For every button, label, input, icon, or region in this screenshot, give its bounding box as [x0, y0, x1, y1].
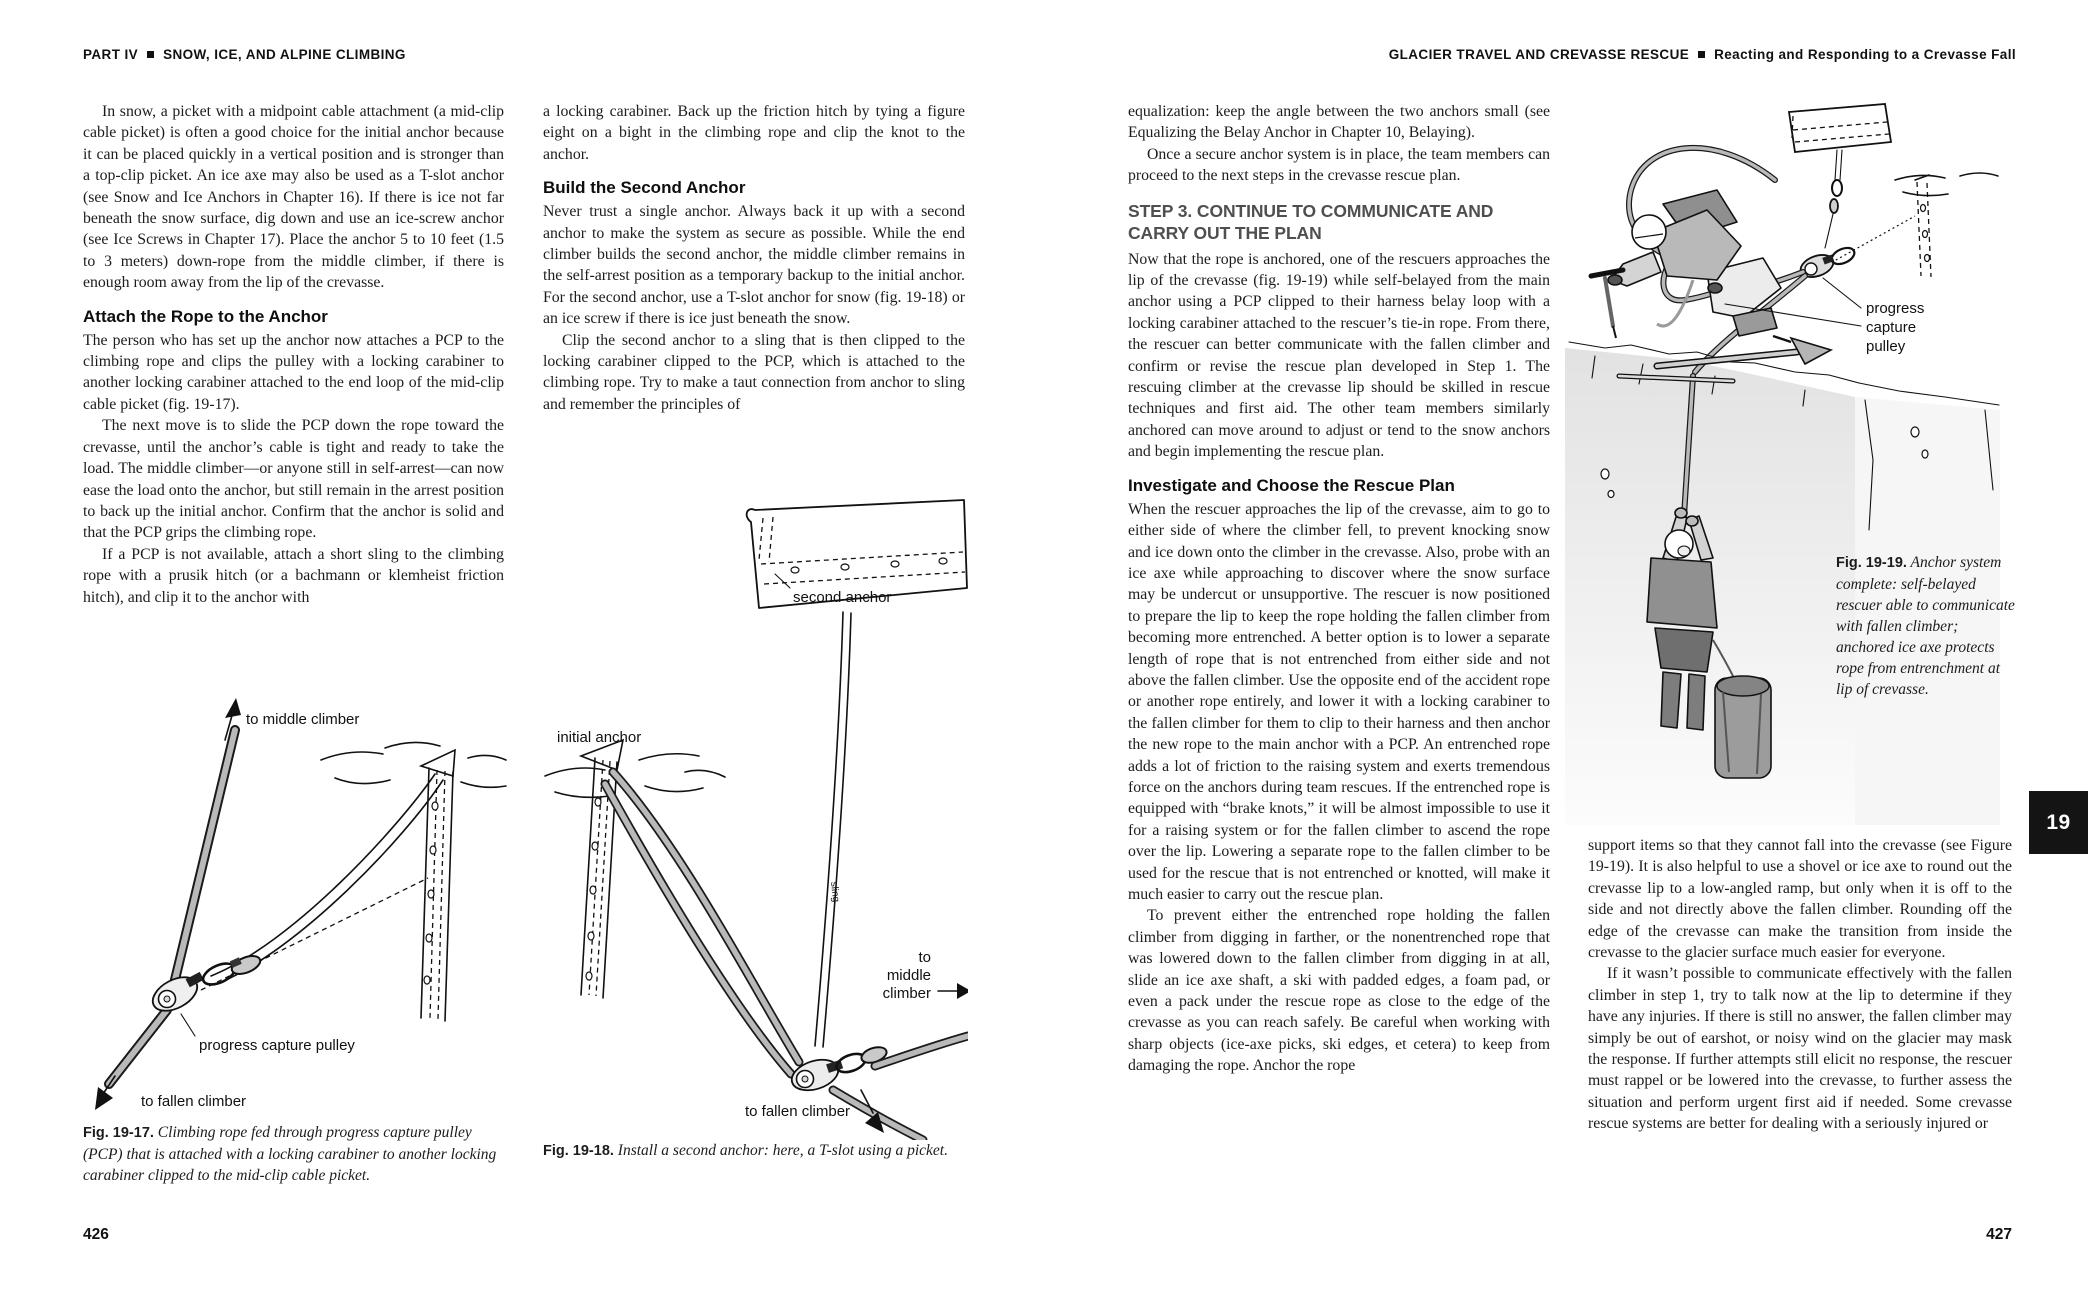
snow-surface-drawing — [545, 754, 725, 798]
step-heading: STEP 3. CONTINUE TO COMMUNICATE AND CARRY OUT THE PLAN — [1128, 200, 1494, 244]
climbing-rope-drawing — [109, 730, 235, 1084]
section-title: Reacting and Responding to a Crevasse Fall — [1714, 47, 2016, 62]
climbing-rope-drawing — [605, 772, 799, 1074]
picket-drawing — [1895, 173, 1998, 277]
part-label: PART IV — [83, 47, 139, 62]
anchor-cable-drawing — [211, 774, 443, 984]
label-to-middle-climber-line2: middle — [886, 967, 931, 984]
figure-19-17-caption — [83, 1122, 508, 1186]
label-initial-anchor: initial anchor — [557, 729, 642, 746]
square-separator-icon — [1698, 51, 1705, 58]
progress-capture-pulley-drawing — [147, 952, 262, 1017]
figure-19-19-caption — [1836, 552, 2018, 700]
page-number-right: 427 — [1986, 1226, 2012, 1243]
label-progress-capture-pulley-line2: capture — [1866, 319, 1917, 336]
paragraph: Once a secure anchor system is in place, the team members can proceed to the next steps in the crevasse rescue plan. — [1128, 145, 1550, 185]
label-to-middle-climber-line1: to — [918, 949, 931, 966]
subheading-attach-rope: Attach the Rope to the Anchor — [83, 306, 328, 326]
paragraph: The person who has set up the anchor now attaches a PCP to the climbing rope and clips the pulley with a locking carabiner to another locking carabiner attached to the end loop of the mid-clip cable picket (fig. 19-17). — [83, 331, 504, 413]
paragraph: Now that the rope is anchored, one of the rescuers approaches the lip of the crevasse (fig. 19-19) while self-belayed from the main anchor using a PCP clipped to their harness belay loop with a locking carabiner attached to the rescuer’s tie-in rope. From there, the rescuer can better communicate with the fallen climber and confirm or revise the rescue plan developed in Step 1. The rescuing climber at the crevasse lip should be skilled in rescue techniques and first aid. The other team members similarly anchored can move around to adjust or tend to the snow anchors and begin implementing the rescue plan. — [1128, 250, 1550, 461]
left-page-column-1 — [83, 101, 504, 608]
picket-drawing — [421, 750, 455, 1021]
label-to-fallen-climber: to fallen climber — [745, 1103, 851, 1120]
right-page-column-2 — [1588, 835, 2012, 1135]
paragraph: If a PCP is not available, attach a short sling to the climbing rope with a prusik hitch (or a bachmann or klemheist friction hitch), and clip it to the anchor with — [83, 545, 504, 606]
running-head-right — [1128, 47, 2016, 62]
paragraph: If it wasn’t possible to communicate effectively with the fallen climber in step 1, try to talk now at the lip to determine if they have any injuries. If there is still no answer, the fallen climber may simply be out of earshot, or noisy wind on the glacier may mask the response. If further attempts still elicit no response, the rescuer must rappel or be lowered into the crevasse, to further assess the situation and perform urgent first aid if needed. Some crevasse rescue systems are better for dealing with a seriously injured or — [1588, 965, 2012, 1133]
figure-number: Fig. 19-17. — [83, 1125, 154, 1141]
to-middle-climber-arrow-icon — [938, 983, 968, 999]
label-second-anchor: second anchor — [793, 589, 892, 606]
square-separator-icon — [147, 51, 154, 58]
rescuer-figure — [1608, 190, 1781, 336]
paragraph: equalization: keep the angle between the two anchors small (see Equalizing the Belay Anchor in Chapter 10, Belaying). — [1128, 103, 1550, 142]
caption-text: Install a second anchor: here, a T-slot using a picket. — [617, 1142, 948, 1159]
label-leader-line — [1823, 278, 1861, 308]
chapter-tab: 19 — [2029, 791, 2088, 854]
running-head-left — [83, 47, 406, 62]
page-number-left: 426 — [83, 1226, 109, 1243]
paragraph: a locking carabiner. Back up the friction hitch by tying a figure eight on a bight in the climbing rope and clip the knot to the anchor. — [543, 103, 965, 163]
hanging-pack-drawing — [1715, 676, 1771, 778]
paragraph: support items so that they cannot fall into the crevasse (see Figure 19-19). It is also helpful to use a shovel or ice axe to round out the crevasse lip to a low-angled ramp, but only when it is off to the side and not directly above the fallen climber. Rounding off the edge of the crevasse can make the transition from inside the crevasse to the glacier surface much easier for everyone. — [1588, 837, 2012, 962]
paragraph: The next move is to slide the PCP down the rope toward the crevasse, until the anchor’s cable is tight and ready to take the load. The middle climber—or anyone still in self-arrest—can now ease the load onto the anchor, but still remain in the arrest position to back up the initial anchor. Confirm that the anchor is solid and that the PCP grips the climbing rope. — [83, 417, 504, 542]
figure-19-19 — [1565, 80, 2005, 825]
sling-drawing — [815, 612, 851, 1047]
subheading-build-second-anchor: Build the Second Anchor — [543, 178, 746, 198]
figure-19-18-illustration — [543, 490, 968, 1140]
paragraph: Never trust a single anchor. Always back it up with a second anchor to make the system as secure as possible. While the end climber builds the second anchor, the middle climber remains in the self-arrest position as a temporary backup to the initial anchor. For the second anchor, use a T-slot anchor for snow (fig. 19-18) or an ice screw if there is ice just beneath the snow. — [543, 203, 965, 328]
paragraph: When the rescuer approaches the lip of the crevasse, aim to go to either side of where the climber fell, to prevent knocking snow and ice down onto the climber in the crevasse. Also, probe with an ice axe while approaching to discover where the snow surface may be undercut or unsupportive. The rescuer is now positioned to prepare the lip to keep the rope holding the fallen climber from becoming more entrenched. A better option is to lower a separate length of rope that is not entrenched from either side and not above the fallen climber. Use the opposite end of the accident rope or another rope entirely, and lower it with a locking carabiner to the fallen climber for them to clip to their harness and then anchor the new rope to the main anchor with a PCP. An entrenched rope adds a lot of friction to the raising system and exerts tremendous force on the anchors during team rescues. If the entrenched rope is equipped with “brake knots,” it will be almost impossible to use it for a raising system or for the fallen climber to ascend the rope over the lip. Lowering a separate rope to the fallen climber to be used for the rescue that is not entrenched or knotted, will make it much easier to carry out the rescue plan. — [1128, 500, 1550, 903]
label-to-fallen-climber: to fallen climber — [141, 1093, 247, 1110]
figure-19-17-illustration — [83, 688, 508, 1123]
figure-19-17 — [83, 688, 508, 1123]
left-page-column-2 — [543, 101, 965, 415]
label-to-middle-climber: to middle climber — [246, 711, 360, 728]
caption-text: Anchor system complete: self-belayed rescuer able to communicate with fallen climber; anchored ice axe protects rope from entrenchment at lip of crevasse. — [1836, 554, 2015, 698]
label-to-middle-climber-line3: climber — [882, 985, 931, 1002]
label-progress-capture-pulley: progress capture pulley — [199, 1037, 355, 1054]
subheading-investigate: Investigate and Choose the Rescue Plan — [1128, 475, 1455, 495]
guy-line-dotted — [1827, 216, 1915, 265]
snow-surface-drawing — [321, 742, 506, 787]
figure-number: Fig. 19-19. — [1836, 555, 1907, 571]
label-leader-line — [181, 1014, 195, 1036]
t-slot-anchor-drawing — [1789, 104, 1891, 248]
chapter-title: GLACIER TRAVEL AND CREVASSE RESCUE — [1388, 47, 1690, 62]
figure-19-19-illustration — [1565, 80, 2005, 825]
figure-number: Fig. 19-18. — [543, 1143, 614, 1159]
figure-19-18-caption — [543, 1140, 968, 1162]
caption-text: Climbing rope fed through progress capture pulley (PCP) that is attached with a locking carabiner to another locking carabiner clipped to the mid-clip cable picket. — [83, 1124, 497, 1184]
label-sling: sling — [828, 881, 842, 903]
paragraph: To prevent either the entrenched rope holding the fallen climber from digging in farther, or the nonentrenched rope that was lowered down to the fallen climber from digging in at all, slide an ice axe shaft, a ski with padded edges, a foam pad, or even a pack under the rescue rope as close to the edge of the crevasse as you can reach safely. Be careful when working with sharp objects (ice-axe picks, ski edges, et cetera) to keep from damaging the rope. Anchor the rope — [1128, 907, 1550, 1075]
paragraph: Clip the second anchor to a sling that is then clipped to the locking carabiner clipped to the PCP, which is attached to the climbing rope. Try to make a taut connection from anchor to sling and remember the principles of — [543, 331, 965, 413]
figure-19-18 — [543, 490, 968, 1140]
part-title: SNOW, ICE, AND ALPINE CLIMBING — [163, 47, 406, 62]
label-progress-capture-pulley-line3: pulley — [1866, 338, 1906, 355]
climbing-rope-drawing — [833, 1036, 968, 1140]
right-page-column-1 — [1128, 101, 1550, 1077]
paragraph: In snow, a picket with a midpoint cable attachment (a mid-clip cable picket) is often a good choice for the initial anchor because it can be placed quickly in a vertical position and is stronger than a top-clip picket. An ice axe may also be used as a T-slot anchor (see Snow and Ice Anchors in Chapter 16). If there is ice not far beneath the snow surface, dig down and use an ice-screw anchor (see Ice Screws in Chapter 17). Place the anchor 5 to 10 feet (1.5 to 3 meters) down-rope from the middle climber, if there is enough room away from the lip of the crevasse. — [83, 103, 504, 292]
label-progress-capture-pulley-line1: progress — [1866, 300, 1925, 317]
